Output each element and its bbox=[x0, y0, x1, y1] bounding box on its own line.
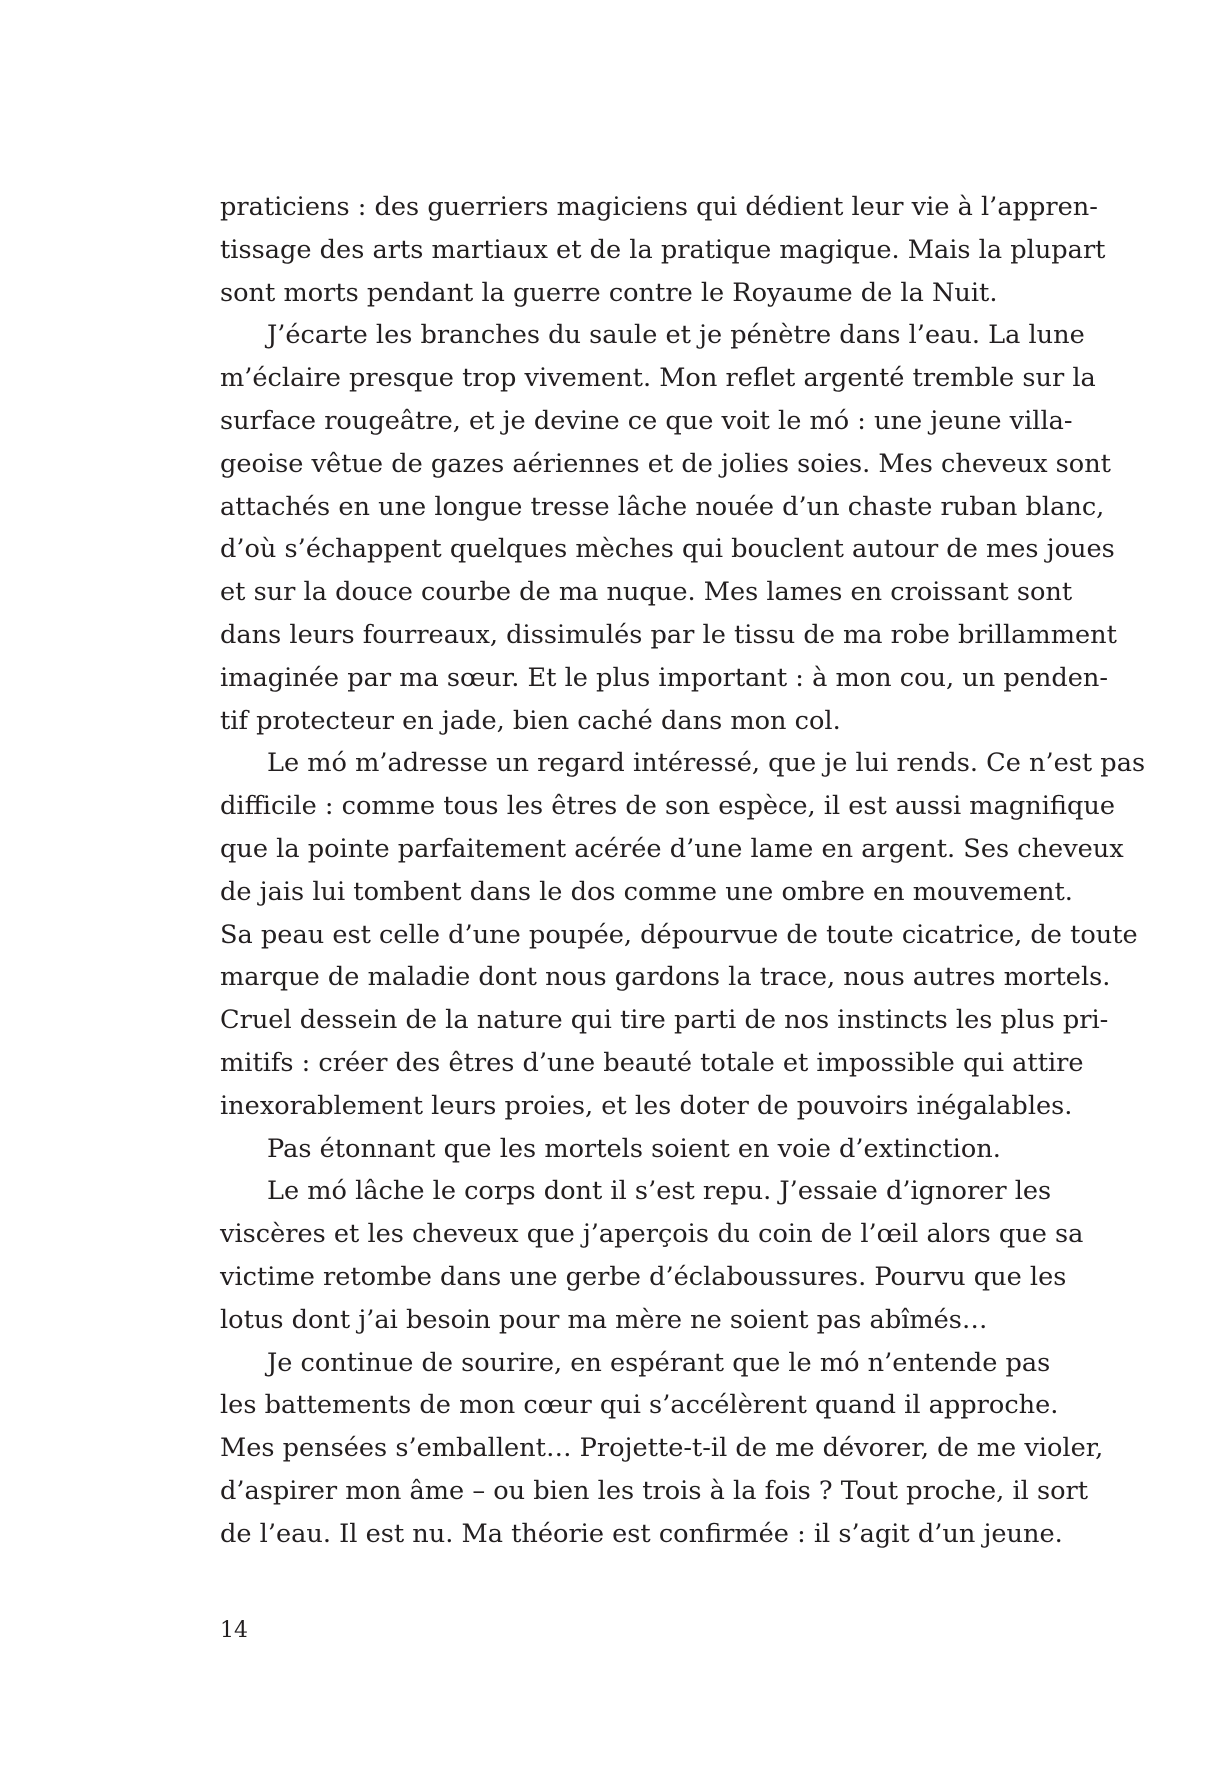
text-line: les battements de mon cœur qui s’accélèrent quand il approche. bbox=[220, 1390, 1059, 1421]
paragraph-start-line: Le mó m’adresse un regard intéressé, que je lui rends. Ce n’est pas bbox=[267, 748, 1146, 779]
text-line: et sur la douce courbe de ma nuque. Mes lames en croissant sont bbox=[220, 577, 1073, 608]
text-line: attachés en une longue tresse lâche nouée d’un chaste ruban blanc, bbox=[220, 491, 1105, 522]
text-line: surface rougeâtre, et je devine ce que voit le mó : une jeune villa- bbox=[220, 405, 1073, 436]
text-line: imaginée par ma sœur. Et le plus important : à mon cou, un penden- bbox=[220, 662, 1109, 693]
paragraph-start-line: J’écarte les branches du saule et je pénètre dans l’eau. La lune bbox=[267, 320, 1085, 351]
text-line: tif protecteur en jade, bien caché dans mon col. bbox=[220, 705, 841, 736]
text-line: lotus dont j’ai besoin pour ma mère ne soient pas abîmés… bbox=[220, 1304, 988, 1335]
text-line: difficile : comme tous les êtres de son espèce, il est aussi magnifique bbox=[220, 791, 1115, 822]
text-line: Cruel dessein de la nature qui tire parti de nos instincts les plus pri- bbox=[220, 1005, 1109, 1036]
text-line: que la pointe parfaitement acérée d’une lame en argent. Ses cheveux bbox=[220, 833, 1124, 864]
paragraph-start-line: Le mó lâche le corps dont il s’est repu. J’essaie d’ignorer les bbox=[267, 1176, 1052, 1207]
text-line: Mes pensées s’emballent… Projette-t-il de me dévorer, de me violer, bbox=[220, 1433, 1104, 1464]
text-line: d’aspirer mon âme – ou bien les trois à la fois ? Tout proche, il sort bbox=[220, 1475, 1089, 1506]
book-page-text bbox=[220, 186, 1146, 1556]
text-line: mitifs : créer des êtres d’une beauté totale et impossible qui attire bbox=[220, 1047, 1084, 1078]
text-line: marque de maladie dont nous gardons la trace, nous autres mortels. bbox=[220, 962, 1111, 993]
paragraph-start-line: Pas étonnant que les mortels soient en voie d’extinction. bbox=[267, 1133, 1001, 1164]
text-line: viscères et les cheveux que j’aperçois du coin de l’œil alors que sa bbox=[220, 1219, 1084, 1250]
text-line: d’où s’échappent quelques mèches qui bouclent autour de mes joues bbox=[220, 534, 1115, 565]
text-line: tissage des arts martiaux et de la pratique magique. Mais la plupart bbox=[220, 234, 1106, 265]
text-line: victime retombe dans une gerbe d’éclaboussures. Pourvu que les bbox=[220, 1261, 1067, 1292]
text-line: dans leurs fourreaux, dissimulés par le tissu de ma robe brillamment bbox=[220, 619, 1117, 650]
text-line: Sa peau est celle d’une poupée, dépourvue de toute cicatrice, de toute bbox=[220, 919, 1138, 950]
text-line: de l’eau. Il est nu. Ma théorie est confirmée : il s’agit d’un jeune. bbox=[220, 1518, 1063, 1549]
text-line: sont morts pendant la guerre contre le Royaume de la Nuit. bbox=[220, 277, 998, 308]
text-line: praticiens : des guerriers magiciens qui dédient leur vie à l’appren- bbox=[220, 192, 1098, 222]
paragraph-start-line: Je continue de sourire, en espérant que le mó n’entende pas bbox=[267, 1347, 1051, 1378]
text-line: de jais lui tombent dans le dos comme une ombre en mouvement. bbox=[220, 876, 1073, 907]
text-line: geoise vêtue de gazes aériennes et de jolies soies. Mes cheveux sont bbox=[220, 448, 1111, 479]
text-line: m’éclaire presque trop vivement. Mon reflet argenté tremble sur la bbox=[220, 363, 1096, 394]
text-line: inexorablement leurs proies, et les doter de pouvoirs inégalables. bbox=[220, 1090, 1073, 1121]
page-number: 14 bbox=[220, 1618, 248, 1643]
